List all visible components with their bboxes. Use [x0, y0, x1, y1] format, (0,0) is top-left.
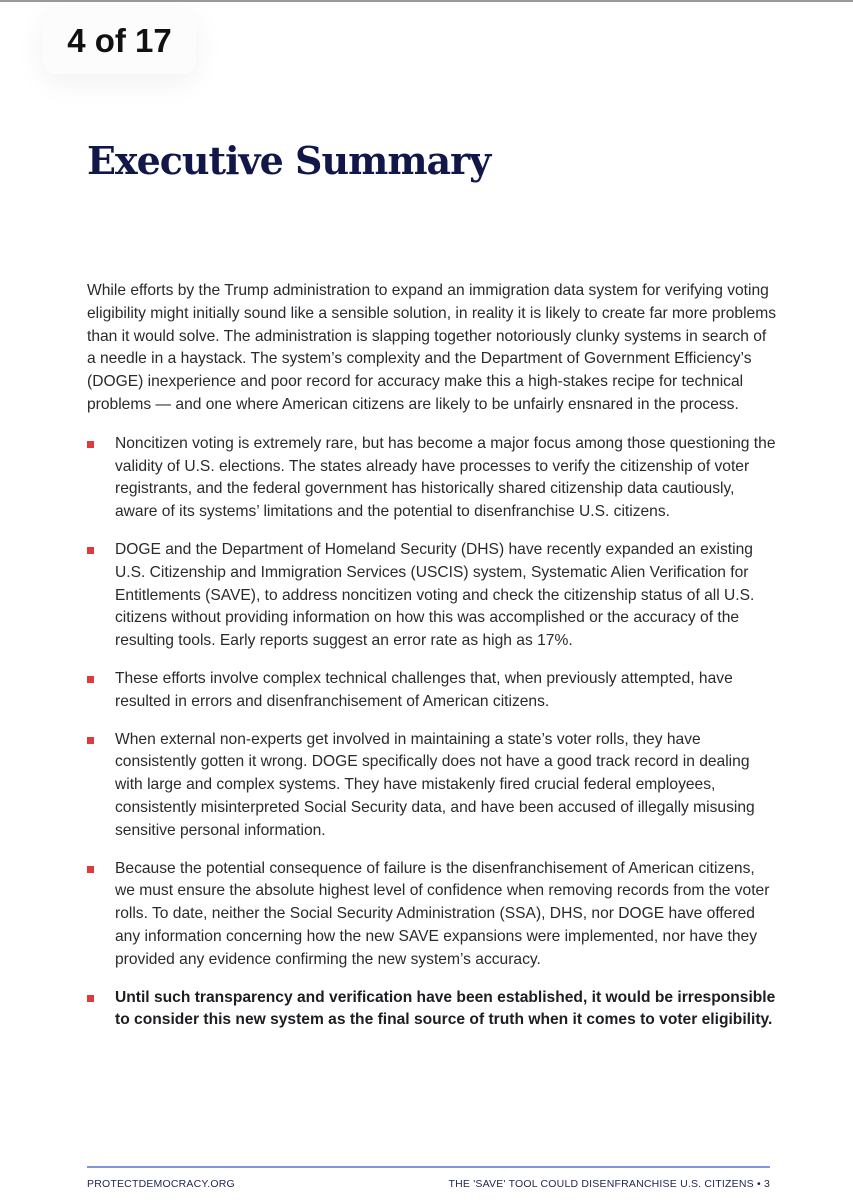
page-title: Executive Summary: [87, 138, 491, 183]
list-item-text: Until such transparency and verification have been established, it would be irresponsible to consider this new system as the final source of truth when it comes to voter eligibility.: [115, 988, 776, 1029]
intro-paragraph: While efforts by the Trump administration to expand an immigration data system for verifying voting eligibility might initially sound like a sensible solution, in reality it is likely to create far more problems than it would solve. The administration is slapping together notoriously clunky systems in search of a needle in a haystack. The system’s complexity and the Department of Government Efficiency’s (DOGE) inexperience and poor record for accuracy make this a high-stakes recipe for technical problems — and one where American citizens are likely to be unfairly ensnared in the process.: [87, 282, 777, 413]
list-item: [87, 858, 777, 972]
list-item: [87, 433, 777, 524]
bullet-square-icon: [87, 866, 94, 873]
list-item-text: Because the potential consequence of failure is the disenfranchisement of American citizens, we must ensure the absolute highest level of confidence when removing records from the voter rolls. To date, neither the Social Security Administration (SSA), DHS, nor DOGE have offered any information concerning how the new SAVE expansions were implemented, nor have they provided any evidence confirming the new system’s accuracy.: [115, 859, 770, 968]
bullet-square-icon: [87, 441, 94, 448]
list-item-text: DOGE and the Department of Homeland Security (DHS) have recently expanded an existing U.S. Citizenship and Immigration Services (USCIS) system, Systematic Alien Verification for Entitlements (SAVE), to address noncitizen voting and check the citizenship status of all U.S. citizens without providing information on how this was accomplished or the accuracy of the resulting tools. Early reports suggest an error rate as high as 17%.: [115, 540, 755, 650]
bullet-square-icon: [87, 995, 94, 1002]
summary-list: [87, 433, 777, 1032]
bullet-square-icon: [87, 676, 94, 683]
footer-report-title: THE 'SAVE' TOOL COULD DISENFRANCHISE U.S. CITIZENS • 3: [448, 1178, 770, 1190]
bullet-square-icon: [87, 547, 94, 554]
footer-site-link[interactable]: PROTECTDEMOCRACY.ORG: [87, 1178, 235, 1190]
top-border: [0, 0, 853, 2]
document-body: [87, 280, 777, 1047]
footer-rule: [87, 1166, 770, 1168]
bullet-square-icon: [87, 737, 94, 744]
list-item-text: These efforts involve complex technical challenges that, when previously attempted, have resulted in errors and disenfranchisement of American citizens.: [115, 669, 733, 710]
list-item-text: Noncitizen voting is extremely rare, but has become a major focus among those questioning the validity of U.S. elections. The states already have processes to verify the citizenship of voter registrants, and the federal government has historically shared citizenship data cautiously, aware of its systems’ limitations and the potential to disenfranchise U.S. citizens.: [115, 434, 776, 521]
list-item-conclusion: [87, 987, 777, 1033]
list-item: [87, 668, 777, 714]
list-item-text: When external non-experts get involved in maintaining a state’s voter rolls, they have consistently gotten it wrong. DOGE specifically does not have a good track record in dealing with large and complex systems. They have mistakenly fired crucial federal employees, consistently misinterpreted Social Security data, and have been accused of illegally misusing sensitive personal information.: [115, 730, 755, 839]
list-item: [87, 729, 777, 843]
page-indicator: 4 of 17: [43, 8, 196, 74]
list-item: [87, 539, 777, 653]
